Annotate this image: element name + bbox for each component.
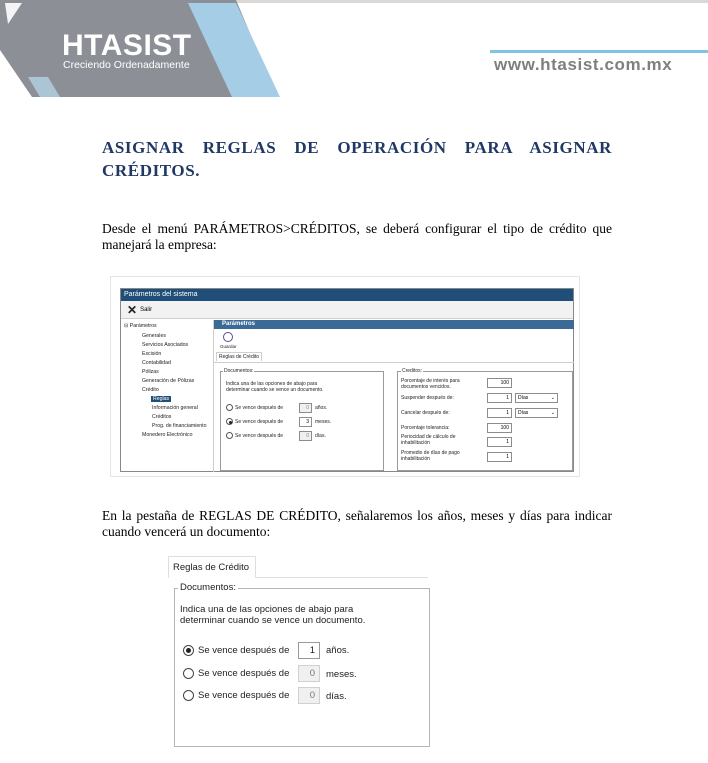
screenshot-credit-rules: [168, 552, 436, 750]
parameters-tree: [121, 320, 214, 472]
credit-cancel-input[interactable]: 1: [487, 408, 512, 418]
tree-item[interactable]: Servicios Asociados: [142, 342, 189, 348]
collapse-icon: ⊟: [124, 323, 130, 329]
option-months-label: Se vence después de: [235, 419, 284, 425]
option-months-radio[interactable]: [226, 418, 233, 425]
tree-item[interactable]: Monedero Electrónico: [142, 432, 193, 438]
option-days-label: Se vence después de: [235, 433, 284, 439]
option-months-input[interactable]: 0: [298, 665, 320, 682]
tree-subitem[interactable]: Créditos: [152, 414, 172, 420]
screenshot-parameters-window: [110, 276, 580, 477]
chevron-down-icon: ⌄: [550, 395, 555, 401]
save-button[interactable]: Guardar: [220, 344, 237, 349]
credit-cancel-unit-select[interactable]: [515, 408, 558, 418]
paragraph-intro: [102, 221, 612, 253]
window-title: Parámetros del sistema: [121, 289, 573, 301]
credit-periodicity-input[interactable]: 1: [487, 437, 512, 447]
paragraph-rules-line2: cuando vencerá un documento:: [102, 524, 271, 539]
credit-tolerance-input[interactable]: 100: [487, 423, 512, 433]
tab-divider: [214, 362, 574, 363]
tree-subitem[interactable]: Prog. de financiamiento: [152, 423, 207, 429]
document-title-line2: CRÉDITOS.: [102, 161, 201, 180]
credit-suspend-label: Suspender después de:: [401, 395, 454, 401]
exit-button[interactable]: Salir: [140, 306, 153, 313]
paragraph-rules-line1: En la pestaña de REGLAS DE CRÉDITO, señalaremos los años, meses y días para indicar: [102, 508, 612, 523]
option-months-radio[interactable]: [183, 668, 194, 679]
option-days-label: Se vence después de: [198, 690, 290, 701]
credit-interest-label1: Porcentaje de interés para: [401, 378, 460, 384]
documents-hint-line2: determinar cuando se vence un documento.: [226, 387, 324, 393]
option-days-radio[interactable]: [183, 690, 194, 701]
tree-item[interactable]: Generales: [142, 333, 166, 339]
website-url[interactable]: www.htasist.com.mx: [494, 55, 673, 74]
tab-divider: [256, 577, 428, 578]
credit-cancel-unit: Días: [518, 410, 529, 416]
window-toolbar: [121, 301, 573, 319]
documents-hint-line1: Indica una de las opciones de abajo para: [226, 381, 318, 387]
credit-average-label2: inhabilitación: [401, 456, 430, 462]
option-days-radio[interactable]: [226, 432, 233, 439]
option-years-radio[interactable]: [226, 404, 233, 411]
documents-legend: Documentos:: [180, 582, 236, 593]
credits-legend: Creditos:: [402, 368, 423, 374]
option-days-input[interactable]: 0: [299, 431, 312, 441]
credit-average-label1: Promedio de días de pago: [401, 450, 460, 456]
exit-icon: ✕: [127, 302, 138, 317]
panel-title: Parámetros: [214, 320, 574, 329]
tree-subitem[interactable]: Información general: [152, 405, 198, 411]
option-years-label: Se vence después de: [198, 645, 290, 656]
credit-interest-input[interactable]: 100: [487, 378, 512, 388]
option-years-unit: años.: [315, 405, 328, 411]
credit-suspend-unit-select[interactable]: [515, 393, 558, 403]
tree-subitem-selected[interactable]: Reglas: [153, 396, 170, 402]
documents-hint-line1: Indica una de las opciones de abajo para: [180, 604, 354, 615]
tree-item[interactable]: Crédito: [142, 387, 159, 393]
option-days-unit: días.: [326, 691, 347, 702]
tree-item[interactable]: Pólizas: [142, 369, 159, 375]
save-icon[interactable]: [223, 332, 233, 342]
option-months-input[interactable]: 3: [299, 417, 312, 427]
tree-item[interactable]: Escisión: [142, 351, 162, 357]
paragraph-intro-line1: Desde el menú PARÁMETROS>CRÉDITOS, se deberá configurar el tipo de crédito que: [102, 221, 612, 236]
credit-suspend-input[interactable]: 1: [487, 393, 512, 403]
credit-interest-label2: documentos vencidos.: [401, 384, 451, 390]
option-years-unit: años.: [326, 645, 350, 656]
brand-logo-text: HTASIST: [62, 29, 192, 62]
tab-reglas-credito[interactable]: Reglas de Crédito: [216, 352, 262, 361]
option-days-input[interactable]: 0: [298, 687, 320, 704]
credit-suspend-unit: Días: [518, 395, 529, 401]
tree-item[interactable]: Generación de Pólizas: [142, 378, 195, 384]
credit-periodicity-label2: inhabilitación: [401, 440, 430, 446]
credit-tolerance-label: Porcentaje tolerancia:: [401, 425, 450, 431]
tab-reglas-credito[interactable]: Reglas de Crédito: [168, 556, 256, 578]
documents-hint-line2: determinar cuando se vence un documento.: [180, 615, 366, 626]
option-months-unit: meses.: [326, 669, 357, 680]
website-underline: [490, 50, 708, 53]
tree-item[interactable]: Contabilidad: [142, 360, 171, 366]
option-days-unit: días.: [315, 433, 326, 439]
parameters-panel: [214, 320, 574, 472]
documents-legend: Documentos:: [224, 368, 254, 374]
brand-tagline: Creciendo Ordenadamente: [63, 59, 190, 71]
option-years-input[interactable]: 0: [299, 403, 312, 413]
option-months-label: Se vence después de: [198, 668, 290, 679]
parameters-window: [120, 288, 574, 472]
tree-root-label: Parámetros: [129, 323, 157, 329]
option-years-input[interactable]: 1: [298, 642, 320, 659]
option-years-radio[interactable]: [183, 645, 194, 656]
document-title-line1: ASIGNAR REGLAS DE OPERACIÓN PARA ASIGNAR: [102, 138, 612, 157]
chevron-down-icon: ⌄: [550, 410, 555, 416]
option-months-unit: meses.: [315, 419, 332, 425]
paragraph-intro-line2: manejará la empresa:: [102, 237, 217, 252]
credit-periodicity-label1: Periocidad de cálculo de: [401, 434, 456, 440]
documents-hint: [180, 604, 365, 626]
credit-cancel-label: Cancelar después de:: [401, 410, 450, 416]
credit-average-input[interactable]: 1: [487, 452, 512, 462]
paragraph-rules: [102, 508, 612, 540]
tree-root[interactable]: [124, 323, 157, 329]
option-years-label: Se vence después de: [235, 405, 284, 411]
